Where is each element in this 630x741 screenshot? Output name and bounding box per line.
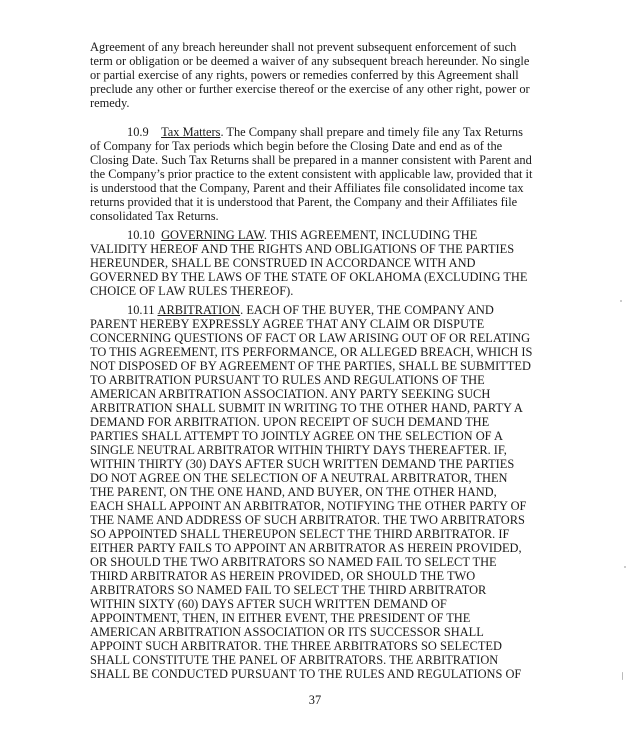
- text-line: SO APPOINTED SHALL THEREUPON SELECT THE THIRD ARBITRATOR. IF: [90, 527, 510, 541]
- text-line: CHOICE OF LAW RULES THEREOF).: [90, 284, 294, 298]
- section-10-11: [90, 303, 533, 681]
- section-number: 10.10: [127, 228, 155, 242]
- text-line: EITHER PARTY FAILS TO APPOINT AN ARBITRATOR AS HEREIN PROVIDED,: [90, 541, 522, 555]
- text-line: remedy.: [90, 96, 130, 110]
- text-line: ARBITRATORS SO NAMED FAIL TO SELECT THE THIRD ARBITRATOR: [90, 583, 487, 597]
- section-10-9: [90, 125, 533, 223]
- text-line: VALIDITY HEREOF AND THE RIGHTS AND OBLIGATIONS OF THE PARTIES: [90, 242, 515, 256]
- text-line: EACH SHALL APPOINT AN ARBITRATOR, NOTIFYING THE OTHER PARTY OF: [90, 499, 527, 513]
- text-line: APPOINT SUCH ARBITRATOR. THE THREE ARBITRATORS SO SELECTED: [90, 639, 502, 653]
- text-line: consolidated Tax Returns.: [90, 209, 219, 223]
- section-text: . EACH OF THE BUYER, THE COMPANY AND: [240, 303, 494, 317]
- text-line: NOT DISPOSED OF BY AGREEMENT OF THE PARTIES, SHALL BE SUBMITTED: [90, 359, 531, 373]
- text-line: DEMAND FOR ARBITRATION. UPON RECEIPT OF SUCH DEMAND THE: [90, 415, 490, 429]
- section-10-10: [90, 228, 528, 298]
- section-first-line: [90, 125, 522, 139]
- section-first-line: [90, 303, 522, 317]
- section-text: . The Company shall prepare and timely file any Tax Returns: [220, 125, 523, 139]
- text-line: SINGLE NEUTRAL ARBITRATOR WITHIN THIRTY DAYS THEREAFTER. IF,: [90, 443, 507, 457]
- text-line: AMERICAN ARBITRATION ASSOCIATION OR ITS SUCCESSOR SHALL: [90, 625, 484, 639]
- text-line: term or obligation or be deemed a waiver of any subsequent breach hereunder. No single: [90, 54, 530, 68]
- paragraph-waiver: [90, 40, 530, 110]
- section-number: 10.11: [127, 303, 155, 317]
- text-line: PARTIES SHALL ATTEMPT TO JOINTLY AGREE ON THE SELECTION OF A: [90, 429, 503, 443]
- section-number: 10.9: [127, 125, 149, 139]
- text-line: ARBITRATION SHALL SUBMIT IN WRITING TO THE OTHER HAND, PARTY A: [90, 401, 523, 415]
- text-line: HEREUNDER, SHALL BE CONSTRUED IN ACCORDANCE WITH AND: [90, 256, 476, 270]
- text-line: SHALL CONSTITUTE THE PANEL OF ARBITRATORS. THE ARBITRATION: [90, 653, 499, 667]
- text-line: CONCERNING QUESTIONS OF FACT OR LAW ARISING OUT OF OR RELATING: [90, 331, 531, 345]
- text-line: GOVERNED BY THE LAWS OF THE STATE OF OKLAHOMA (EXCLUDING THE: [90, 270, 528, 284]
- text-line: preclude any other or further exercise thereof or the exercise of any other right, power or: [90, 82, 530, 96]
- scan-speck: [624, 566, 626, 568]
- text-line: TO THIS AGREEMENT, ITS PERFORMANCE, OR ALLEGED BREACH, WHICH IS: [90, 345, 533, 359]
- text-line: AMERICAN ARBITRATION ASSOCIATION. ANY PARTY SEEKING SUCH: [90, 387, 491, 401]
- text-line: TO ARBITRATION PURSUANT TO RULES AND REGULATIONS OF THE: [90, 373, 485, 387]
- text-line: APPOINTMENT, THEN, IN EITHER EVENT, THE PRESIDENT OF THE: [90, 611, 471, 625]
- text-line: DO NOT AGREE ON THE SELECTION OF A NEUTRAL ARBITRATOR, THEN: [90, 471, 508, 485]
- text-line: THIRD ARBITRATOR AS HEREIN PROVIDED, OR SHOULD THE TWO: [90, 569, 476, 583]
- section-text: . THIS AGREEMENT, INCLUDING THE: [263, 228, 478, 242]
- text-line: the Company’s prior practice to the extent consistent with applicable law, provided that it: [90, 167, 533, 181]
- section-heading: GOVERNING LAW: [161, 228, 264, 242]
- text-line: Agreement of any breach hereunder shall not prevent subsequent enforcement of such: [90, 40, 517, 54]
- page-number: 37: [308, 693, 322, 707]
- scan-speck: [622, 672, 623, 680]
- section-first-line: [90, 228, 522, 242]
- text-line: of Company for Tax periods which begin before the Closing Date and end as of the: [90, 139, 503, 153]
- text-line: is understood that the Company, Parent and their Affiliates file consolidated income tax: [90, 181, 524, 195]
- section-heading: ARBITRATION: [157, 303, 241, 317]
- text-line: WITHIN SIXTY (60) DAYS AFTER SUCH WRITTEN DEMAND OF: [90, 597, 447, 611]
- text-line: PARENT HEREBY EXPRESSLY AGREE THAT ANY CLAIM OR DISPUTE: [90, 317, 485, 331]
- text-line: OR SHOULD THE TWO ARBITRATORS SO NAMED FAIL TO SELECT THE: [90, 555, 497, 569]
- text-line: THE PARENT, ON THE ONE HAND, AND BUYER, ON THE OTHER HAND,: [90, 485, 497, 499]
- text-line: THE NAME AND ADDRESS OF SUCH ARBITRATOR. THE TWO ARBITRATORS: [90, 513, 525, 527]
- section-heading: Tax Matters: [161, 125, 221, 139]
- text-line: SHALL BE CONDUCTED PURSUANT TO THE RULES AND REGULATIONS OF: [90, 667, 522, 681]
- text-line: returns provided that it is understood that Parent, the Company and their Affiliates file: [90, 195, 518, 209]
- text-line: or partial exercise of any rights, powers or remedies conferred by this Agreement shall: [90, 68, 519, 82]
- text-line: WITHIN THIRTY (30) DAYS AFTER SUCH WRITTEN DEMAND THE PARTIES: [90, 457, 515, 471]
- text-line: Closing Date. Such Tax Returns shall be prepared in a manner consistent with Parent and: [90, 153, 532, 167]
- scan-speck: [620, 300, 622, 302]
